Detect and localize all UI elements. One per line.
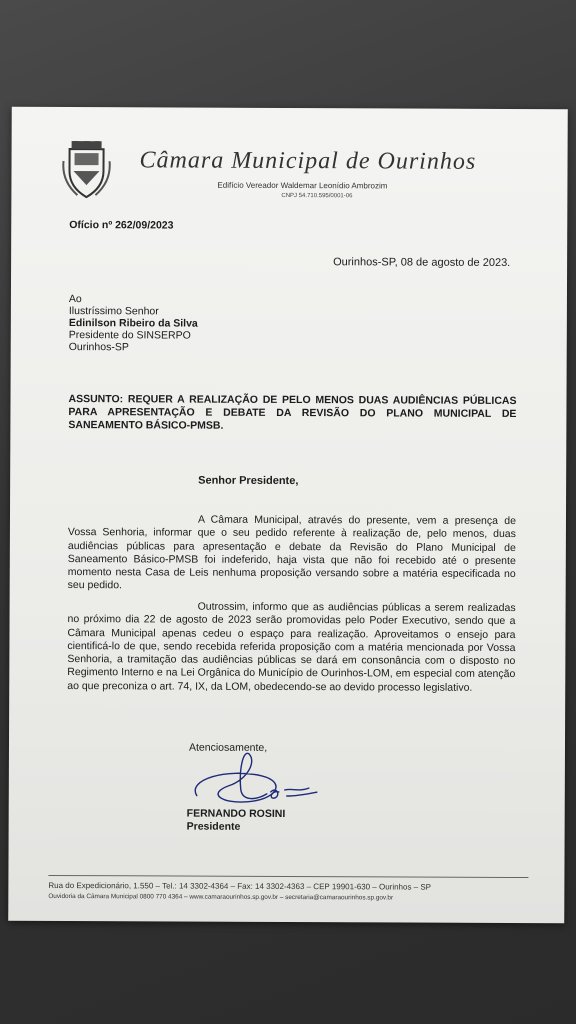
- footer-address: Rua do Expedicionário, 1.550 – Tel.: 14 3302-4364 – Fax: 14 3302-4363 – CEP 19901-630 – Ourinhos – SP: [48, 880, 432, 892]
- body-paragraph-2: Outrossim, informo que as audiências públicas a serem realizadas no próximo dia 22 de agosto de 2023 serão promovidas pelo Poder Executivo, sendo que a Câmara Municipal apenas cedeu o espaço para realização. Aproveitamos o ensejo para cientificá-lo de que, sendo recebida referida proposição com a matéria mencionada por Vossa Senhoria, a tramitação das audiências públicas se dará em consonância com o disposto no Regimento Interno e na Lei Orgânica do Município de Ourinhos-LOM, em especial com atenção ao que preconiza o art. 74, IX, da LOM, obedecendo-se ao devido processo legislativo.: [67, 600, 516, 694]
- institution-building: Edifício Vereador Waldemar Leonídio Ambrozim: [217, 180, 388, 191]
- signer-name: FERNANDO ROSINI: [186, 807, 286, 820]
- recipient-block: [69, 293, 198, 354]
- institution-title: Câmara Municipal de Ourinhos: [139, 147, 477, 175]
- footer-contact: Ouvidoria da Câmara Municipal 0800 770 4364 – www.camaraourinhos.sp.gov.br – secretaria@camaraourinhos.sp.gov.br: [48, 892, 394, 902]
- handwritten-signature: [167, 749, 337, 810]
- recipient-city: Ourinhos-SP: [68, 341, 129, 354]
- subject-line: ASSUNTO: REQUER A REALIZAÇÃO DE PELO MENOS DUAS AUDIÊNCIAS PÚBLICAS PARA APRESENTAÇÃO E DEBATE DA REVISÃO DO PLANO MUNICIPAL DE SANEAMENTO BÁSICO-PMSB.: [68, 393, 517, 432]
- recipient-honorific: Ilustríssimo Senhor: [68, 305, 159, 318]
- recipient-role: Presidente do SINSERPO: [68, 329, 191, 342]
- recipient-name: Edinilson Ribeiro da Silva: [68, 317, 198, 330]
- institution-cnpj: CNPJ 54.710.595/0001-06: [281, 192, 353, 200]
- letter-date: Ourinhos-SP, 08 de agosto de 2023.: [333, 256, 511, 269]
- office-number: Ofício nº 262/09/2023: [69, 219, 174, 232]
- closing: Atenciosamente,: [188, 741, 268, 754]
- municipal-crest-icon: [61, 141, 111, 199]
- recipient-to: Ao: [68, 293, 82, 306]
- salutation: Senhor Presidente,: [198, 474, 299, 488]
- footer-divider: [48, 875, 528, 878]
- signer-title: Presidente: [186, 820, 241, 833]
- letter-page: [8, 107, 568, 923]
- body-paragraph-1: A Câmara Municipal, através do presente, vem a presença de Vossa Senhoria, informar que o seu pedido referente à realização de, pelo menos, duas audiências públicas para apresentação e debate da Revisão do Plano Municipal de Saneamento Básico-PMSB foi indeferido, haja vista que não foi recebido até o presente momento nesta Casa de Leis nenhuma proposição versando sobre a matéria especificada no seu pedido.: [67, 513, 517, 592]
